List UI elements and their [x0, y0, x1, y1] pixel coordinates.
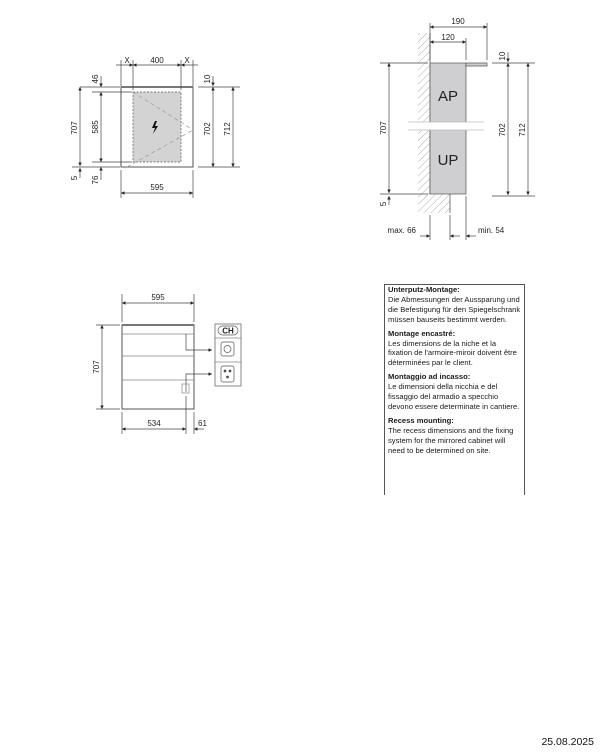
- svg-text:X: X: [124, 56, 130, 65]
- note-fr: [388, 329, 521, 369]
- svg-text:707: 707: [379, 121, 388, 135]
- svg-text:5: 5: [70, 175, 79, 181]
- svg-text:400: 400: [150, 56, 164, 65]
- note-body: Die Abmessungen der Aussparung und die Befestigung für den Spiegelschrank müssen bauseits bestimmt werden.: [388, 294, 521, 324]
- svg-text:10: 10: [203, 74, 212, 84]
- svg-text:707: 707: [70, 121, 79, 135]
- elevation-view: [96, 294, 241, 434]
- svg-text:min. 54: min. 54: [478, 226, 505, 235]
- note-title: Recess mounting:: [388, 415, 454, 425]
- svg-text:702: 702: [498, 123, 507, 137]
- svg-text:46: 46: [91, 74, 100, 84]
- note-body: Le dimensioni della nicchia e del fissaggio del armadio a specchio devono essere determinate in cantiere.: [388, 382, 520, 411]
- note-title: Unterputz-Montage:: [388, 285, 460, 294]
- svg-text:X: X: [184, 56, 190, 65]
- document-date: 25.08.2025: [541, 736, 594, 748]
- svg-text:AP: AP: [437, 88, 459, 105]
- note-en: [388, 416, 521, 456]
- svg-text:76: 76: [91, 175, 100, 185]
- svg-text:5: 5: [379, 201, 388, 207]
- note-it: [388, 372, 521, 412]
- svg-text:712: 712: [223, 122, 232, 136]
- svg-text:702: 702: [203, 122, 212, 136]
- svg-text:120: 120: [441, 33, 455, 42]
- note-title: Montage encastré:: [388, 328, 456, 338]
- svg-text:712: 712: [518, 123, 527, 137]
- svg-text:534: 534: [147, 419, 161, 428]
- svg-text:10: 10: [498, 51, 507, 61]
- svg-text:max. 66: max. 66: [387, 226, 416, 235]
- note-body: The recess dimensions and the fixing system for the mirrored cabinet will need to be determined on site.: [388, 425, 514, 455]
- svg-text:595: 595: [151, 293, 165, 302]
- note-de: [388, 285, 521, 325]
- svg-text:707: 707: [92, 360, 101, 374]
- svg-text:595: 595: [150, 183, 164, 192]
- svg-text:61: 61: [198, 419, 207, 428]
- svg-text:UP: UP: [437, 152, 459, 169]
- svg-text:CH: CH: [222, 326, 234, 336]
- mounting-notes: [384, 284, 525, 495]
- svg-text:190: 190: [451, 17, 465, 26]
- svg-text:585: 585: [91, 120, 100, 134]
- note-body: Les dimensions de la niche et la fixation de l'armoire-miroir doivent être déterminées par le client.: [388, 338, 517, 368]
- side-view: [380, 23, 535, 240]
- note-title: Montaggio ad incasso:: [388, 372, 471, 382]
